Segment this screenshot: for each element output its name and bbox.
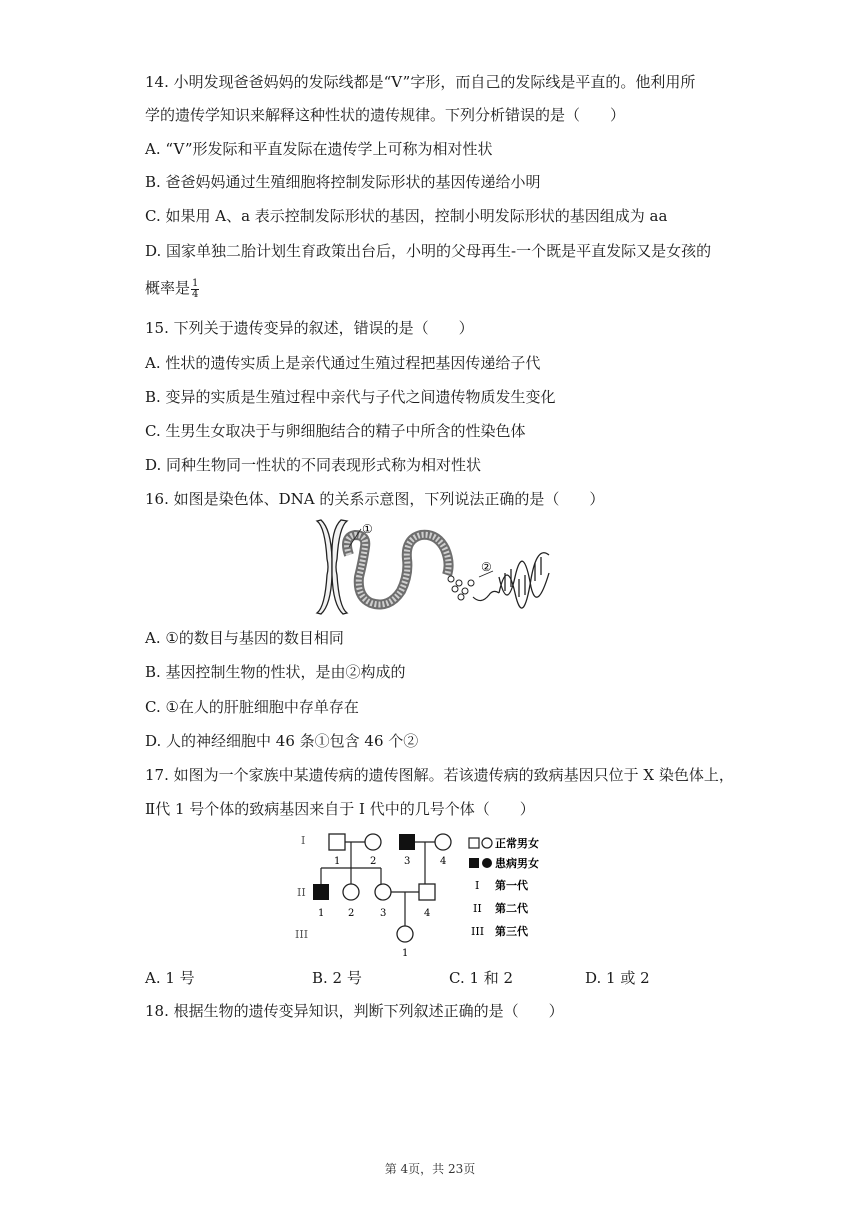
q15-option-c: C. 生男生女取决于与卵细胞结合的精子中所含的性染色体 — [145, 422, 526, 440]
gen1-number-2: 2 — [370, 856, 377, 867]
legend-gen2-mark: II — [473, 902, 482, 915]
pedigree-chart — [285, 826, 560, 961]
q14-option-d-line2 — [145, 278, 199, 300]
legend-affected-female-icon — [482, 858, 492, 868]
q16-option-a: A. ①的数目与基因的数目相同 — [145, 629, 344, 647]
legend-gen3: 第三代 — [495, 925, 528, 938]
chromosome-dna-figure — [305, 517, 557, 617]
q16-stem: 16. 如图是染色体、DNA 的关系示意图，下列说法正确的是（ ） — [145, 490, 605, 508]
gen2-number-1: 1 — [318, 908, 325, 919]
q14-option-b: B. 爸爸妈妈通过生殖细胞将控制发际形状的基因传递给小明 — [145, 173, 541, 191]
q17-option-b: B. 2 号 — [312, 969, 362, 987]
legend-affected-male-icon — [469, 858, 479, 868]
gen2-number-3: 3 — [380, 908, 387, 919]
gen3-number-1: 1 — [402, 948, 409, 959]
q14-stem-line1: 14. 小明发现爸爸妈妈的发际线都是“V”字形，而自己的发际线是平直的。他利用所 — [145, 73, 696, 91]
gen-label-1: I — [301, 834, 306, 847]
dna-double-helix — [499, 553, 549, 608]
q15-option-b: B. 变异的实质是生殖过程中亲代与子代之间遗传物质发生变化 — [145, 388, 556, 406]
gen2-individual-1-affected-male — [313, 884, 329, 900]
legend-normal-male-icon — [469, 838, 479, 848]
legend-gen3-mark: III — [471, 925, 485, 938]
gen1-number-1: 1 — [334, 856, 341, 867]
q17-option-a: A. 1 号 — [145, 969, 195, 987]
q17-stem-line2: Ⅱ代 1 号个体的致病基因来自于 I 代中的几号个体（ ） — [145, 800, 535, 818]
legend-gen1: 第一代 — [495, 879, 528, 892]
probability-fraction — [191, 279, 199, 300]
legend-gen1-mark: I — [475, 879, 480, 892]
q17-option-c: C. 1 和 2 — [449, 969, 514, 987]
gen-label-3: III — [295, 928, 309, 941]
q14-option-d-line1: D. 国家单独二胎计划生育政策出台后，小明的父母再生-一个既是平直发际又是女孩的 — [145, 242, 712, 260]
gen3-individual-1-normal-female — [397, 926, 413, 942]
q16-option-d: D. 人的神经细胞中 46 条①包含 46 个② — [145, 732, 419, 750]
q15-option-d: D. 同种生物同一性状的不同表现形式称为相对性状 — [145, 456, 482, 474]
gen2-individual-3-normal-female — [375, 884, 391, 900]
q14-option-c: C. 如果用 A、a 表示控制发际形状的基因，控制小明发际形状的基因组成为 aa — [145, 207, 668, 225]
q17-stem-line1: 17. 如图为一个家族中某遗传病的遗传图解。若该遗传病的致病基因只位于 X 染色体上， — [145, 766, 734, 784]
gen2-individual-4-normal-male — [419, 884, 435, 900]
chromatin-coil — [347, 535, 449, 605]
q15-stem: 15. 下列关于遗传变异的叙述，错误的是（ ） — [145, 319, 474, 337]
chromosome-shape — [317, 520, 347, 614]
q16-option-b: B. 基因控制生物的性状，是由②构成的 — [145, 663, 406, 681]
pedigree-lines — [321, 842, 435, 926]
page-footer: 第 4页，共 23页 — [384, 1162, 476, 1176]
q17-option-d: D. 1 或 2 — [585, 969, 650, 987]
gen1-individual-1-normal-male — [329, 834, 345, 850]
dna-linker — [473, 591, 499, 600]
nucleosome-beads — [448, 576, 474, 600]
gen2-number-4: 4 — [424, 908, 431, 919]
q18-stem: 18. 根据生物的遗传变异知识，判断下列叙述正确的是（ ） — [145, 1002, 564, 1020]
legend-gen2: 第二代 — [495, 902, 528, 915]
q14-option-a: A. “V”形发际和平直发际在遗传学上可称为相对性状 — [145, 140, 493, 158]
q16-option-c: C. ①在人的肝脏细胞中存单存在 — [145, 698, 359, 716]
gen2-individual-2-normal-female — [343, 884, 359, 900]
fraction-denominator: 4 — [192, 288, 199, 300]
figure-label-1: ① — [362, 522, 373, 536]
legend-normal: 正常男女 — [495, 837, 539, 850]
q15-option-a: A. 性状的遗传实质上是亲代通过生殖过程把基因传递给子代 — [145, 354, 541, 372]
fraction-numerator: 1 — [192, 277, 199, 289]
legend-normal-female-icon — [482, 838, 492, 848]
legend-affected: 患病男女 — [495, 857, 539, 870]
gen1-number-4: 4 — [440, 856, 447, 867]
gen-label-2: II — [297, 886, 306, 899]
gen2-number-2: 2 — [348, 908, 355, 919]
gen1-number-3: 3 — [404, 856, 411, 867]
gen1-individual-4-normal-female — [435, 834, 451, 850]
gen1-individual-2-normal-female — [365, 834, 381, 850]
gen1-individual-3-affected-male — [399, 834, 415, 850]
q14-stem-line2: 学的遗传学知识来解释这种性状的遗传规律。下列分析错误的是（ ） — [145, 106, 626, 124]
q14-option-d-prefix: 概率是 — [145, 279, 191, 297]
figure-label-2: ② — [481, 560, 492, 574]
